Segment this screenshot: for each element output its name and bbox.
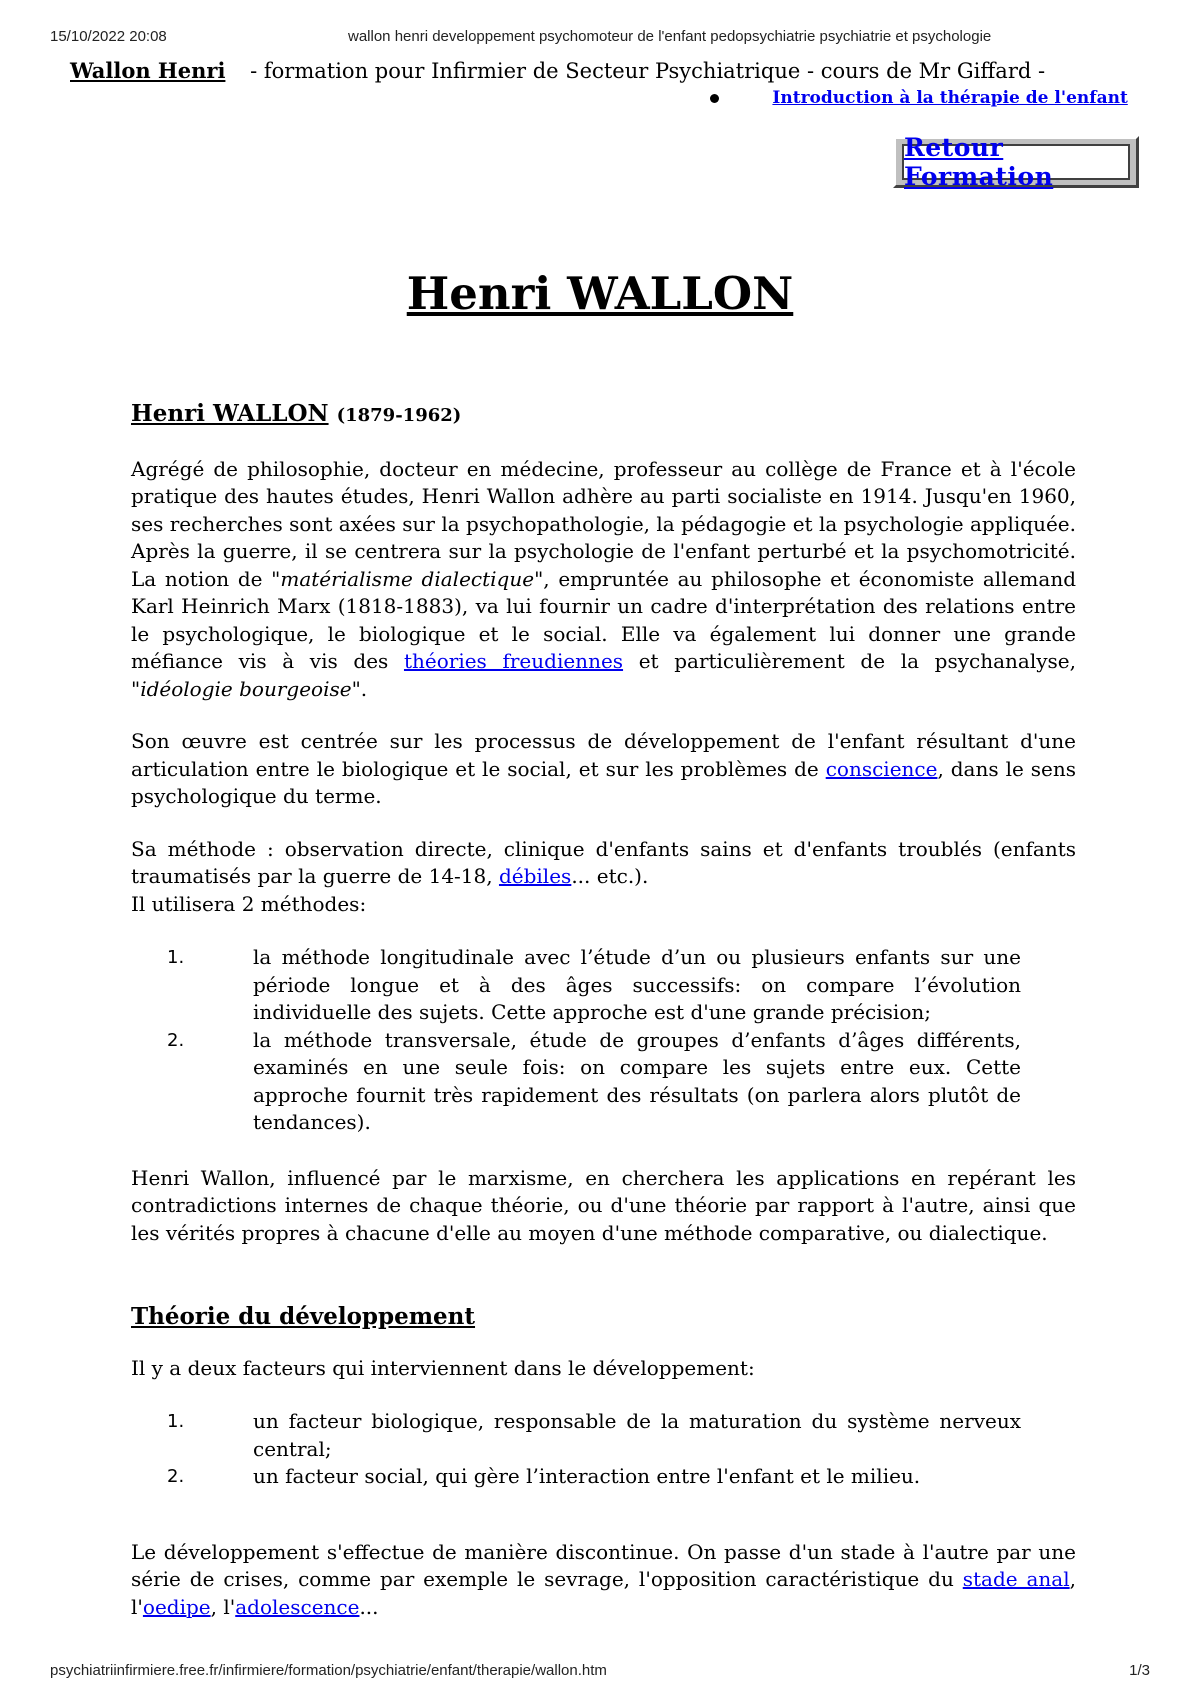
retour-formation-link[interactable]: Retour Formation	[904, 133, 1054, 191]
marxisme-paragraph: Henri Wallon, influencé par le marxisme, en cherchera les applications en repérant les contradictions internes de chaque théorie, ou d'une théorie par rapport à l'autre, ainsi que les vérités propres à chacune d'elle au moyen d'une méthode comparative, ou dialectique.	[131, 1165, 1076, 1245]
print-page-title: wallon henri developpement psychomoteur de l'enfant pedopsychiatrie psychiatrie et psychologie	[348, 28, 992, 45]
link-theories-freudiennes[interactable]: théories freudiennes	[403, 649, 624, 673]
bio-heading	[131, 400, 1076, 430]
article-body	[131, 400, 1076, 1646]
retour-formation-button[interactable]	[893, 133, 1139, 191]
list-number: 2.	[167, 1029, 185, 1051]
page-title: Henri WALLON	[406, 267, 794, 320]
text-run: et particulièrement de la psychanalyse, "	[131, 649, 1076, 701]
list-item	[131, 1463, 1021, 1491]
list-number: 2.	[167, 1466, 185, 1487]
list-number: 1.	[167, 1411, 185, 1432]
intro-nav	[710, 88, 1128, 108]
methode-paragraph	[131, 836, 1076, 919]
author-name: Wallon Henri	[70, 58, 226, 83]
emphasis-materialisme: matérialisme dialectique	[280, 566, 535, 591]
text-run: Sa méthode : observation directe, clinique d'enfants sains et d'enfants troublés (enfants traumatisés par la guerre de 14-18,	[131, 836, 1076, 888]
list-item	[131, 1027, 1021, 1137]
text-run: , l'	[210, 1594, 236, 1619]
text-run: Son œuvre est centrée sur les processus de développement de l'enfant résultant d'une articulation entre le biologique et le social, et sur les problèmes de	[131, 729, 1076, 781]
bullet-icon	[710, 94, 719, 103]
text-run: ", empruntée au philosophe et économiste allemand Karl Heinrich Marx (1818-1883), va lui fournir un cadre d'interprétation des relations entre le psychologique, le biologique et le social. Elle va également lui donner une grande méfiance vis à vis des	[131, 566, 1076, 673]
methods-list	[131, 944, 1076, 1137]
list-number: 1.	[167, 947, 185, 968]
text-run: Le développement s'effectue de manière discontinue. On passe d'un stade à l'autre par une série de crises, comme par exemple le sevrage, l'opposition caractéristique du	[131, 1539, 1076, 1591]
text-run: , l'	[131, 1567, 1076, 1619]
list-item-text: la méthode transversale, étude de groupes d’enfants d’âges différents, examinés en une seule fois: on compare les sujets entre eux. Cette approche fournit très rapidement des résultats (on parlera alors plutôt de tendances).	[253, 1027, 1021, 1134]
list-item-text: un facteur social, qui gère l’interaction entre l'enfant et le milieu.	[253, 1464, 921, 1488]
print-datetime: 15/10/2022 20:08	[50, 28, 167, 45]
print-url: psychiatriinfirmiere.free.fr/infirmiere/formation/psychiatrie/enfant/therapie/wallon.htm	[50, 1662, 607, 1679]
list-item-text: un facteur biologique, responsable de la maturation du système nerveux central;	[253, 1409, 1021, 1461]
link-debiles[interactable]: débiles	[498, 864, 572, 888]
text-run: ...	[359, 1594, 379, 1619]
link-conscience[interactable]: conscience	[825, 756, 938, 781]
text-run: ".	[351, 676, 368, 701]
text-run: Agrégé de philosophie, docteur en médecine, professeur au collège de France et à l'école pratique des hautes études, Henri Wallon adhère au parti socialiste en 1914. Jusqu'en 1960, ses recherches sont axées sur la psychopathologie, la pédagogie et la psychologie appliquée. Après la guerre, il se centrera sur la psychologie de l'enfant perturbé et la psychomotricité. La notion de "	[131, 456, 1076, 591]
intro-therapy-link[interactable]: Introduction à la thérapie de l'enfant	[772, 88, 1128, 108]
list-item	[131, 944, 1021, 1027]
link-adolescence[interactable]: adolescence	[235, 1594, 360, 1619]
course-subtitle: - formation pour Infirmier de Secteur Psychiatrique - cours de Mr Giffard -	[250, 59, 1046, 83]
retour-formation-inner	[902, 133, 1130, 191]
print-page-number: 1/3	[1129, 1662, 1150, 1679]
factors-list	[131, 1408, 1076, 1491]
factors-intro: Il y a deux facteurs qui interviennent dans le développement:	[131, 1355, 755, 1380]
bio-paragraph	[131, 456, 1076, 704]
link-oedipe[interactable]: oedipe	[142, 1594, 211, 1619]
theory-heading: Théorie du développement	[131, 1303, 476, 1330]
text-run: , dans le sens psychologique du terme.	[131, 756, 1076, 808]
list-item	[131, 1408, 1021, 1463]
top-line	[70, 58, 1045, 83]
bio-heading-dates: (1879-1962)	[336, 405, 462, 426]
stages-paragraph	[131, 1539, 1076, 1622]
text-run: ... etc.).	[571, 864, 649, 888]
emphasis-ideologie: idéologie bourgeoise	[140, 676, 352, 701]
text-run: Il utilisera 2 méthodes:	[131, 891, 367, 916]
list-item-text: la méthode longitudinale avec l’étude d’un ou plusieurs enfants sur une période longue et à des âges successifs: on compare l’évolution individuelle des sujets. Cette approche est d'une grande précision;	[253, 945, 1021, 1024]
bio-heading-name: Henri WALLON	[131, 400, 329, 427]
link-stade-anal[interactable]: stade anal	[962, 1567, 1070, 1591]
oeuvre-paragraph	[131, 728, 1076, 811]
